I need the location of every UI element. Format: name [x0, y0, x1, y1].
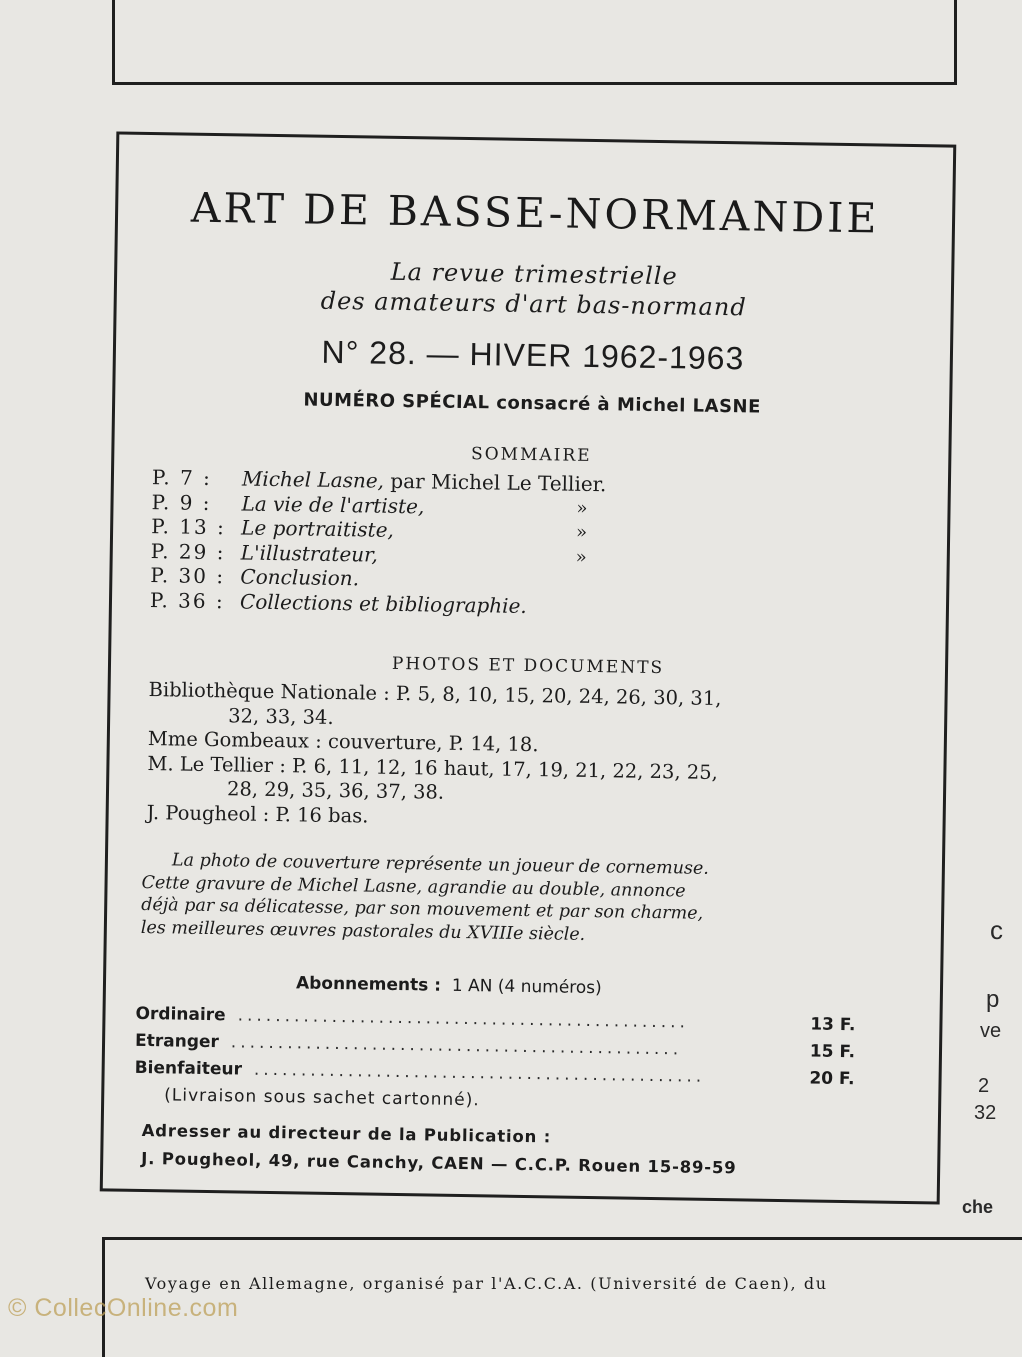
price-label: Bienfaiteur	[134, 1057, 243, 1080]
delivery-note: (Livraison sous sachet cartonné).	[164, 1085, 480, 1111]
special-issue-text: consacré à	[496, 392, 611, 416]
subscription-prices	[134, 1001, 856, 1120]
toc-title: Michel Lasne,	[241, 466, 385, 493]
leader-dots: ................................................	[253, 1059, 706, 1087]
toc-author: par Michel Le Tellier.	[390, 468, 607, 497]
next-notice-text: Voyage en Allemagne, organisé par l'A.C.C.A. (Université de Caen), du	[145, 1274, 828, 1293]
toc-title: L'illustrateur,	[240, 539, 379, 567]
credit-line: Mme Gombeaux : couverture, P. 14, 18.	[147, 727, 539, 757]
toc-title: Le portraitiste,	[240, 515, 395, 542]
leader-dots: ................................................	[237, 1005, 690, 1033]
publisher-address	[141, 1117, 862, 1184]
photo-credits	[146, 678, 888, 837]
ditto-mark: »	[576, 497, 588, 519]
publication-title: ART DE BASSE-NORMANDIE	[190, 183, 880, 243]
credit-line-continued: 28, 29, 35, 36, 37, 38.	[226, 777, 445, 804]
credit-line: Bibliothèque Nationale : P. 5, 8, 10, 15, 20, 24, 26, 30, 31,	[148, 678, 722, 711]
margin-fragment: p	[986, 986, 1000, 1013]
next-notice-box	[102, 1237, 1022, 1357]
margin-fragment: 32	[974, 1102, 997, 1124]
publication-subtitle	[117, 253, 952, 326]
toc-page: P. 9 :	[151, 489, 212, 515]
special-issue-subject: Michel LASNE	[616, 394, 762, 418]
table-of-contents	[150, 465, 852, 623]
price-label: Ordinaire	[135, 1003, 226, 1026]
caption-line: Cette gravure de Michel Lasne, agrandie au double, annonce	[141, 872, 686, 902]
margin-fragment: 2	[978, 1075, 990, 1097]
ditto-mark: »	[575, 521, 588, 543]
margin-fragment: che	[962, 1197, 994, 1217]
special-issue-line	[115, 386, 949, 420]
photo-credits-heading: PHOTOS ET DOCUMENTS	[391, 653, 665, 679]
toc-page: P. 29 :	[150, 538, 226, 564]
previous-notice-box	[112, 0, 957, 85]
watermark: © CollecOnline.com	[8, 1294, 239, 1322]
special-issue-label: NUMÉRO SPÉCIAL	[303, 389, 490, 414]
credit-line-continued: 32, 33, 34.	[228, 703, 334, 729]
cover-caption	[141, 849, 882, 951]
credit-line: J. Pougheol : P. 16 bas.	[146, 800, 369, 828]
subtitle-line-2: des amateurs d'art bas-normand	[320, 286, 747, 322]
toc-title: Conclusion.	[240, 564, 360, 591]
toc-title: Collections et bibliographie.	[239, 588, 527, 618]
toc-page: P. 36 :	[149, 587, 225, 613]
subscriptions-term: 1 AN (4 numéros)	[451, 975, 602, 999]
address-line-2: J. Pougheol, 49, rue Canchy, CAEN — C.C.P. Rouen 15-89-59	[141, 1148, 737, 1178]
contents-heading: SOMMAIRE	[470, 444, 592, 466]
credit-line: M. Le Tellier : P. 6, 11, 12, 16 haut, 17, 19, 21, 22, 23, 25,	[147, 751, 719, 784]
subscriptions-label: Abonnements :	[295, 973, 442, 996]
issue-number: N° 28. — HIVER 1962-1963	[321, 333, 745, 377]
caption-line: les meilleures œuvres pastorales du XVIIIe siècle.	[140, 917, 586, 945]
address-line-1: Adresser au directeur de la Publication :	[141, 1120, 552, 1147]
margin-fragment: ve	[980, 1020, 1002, 1042]
subtitle-line-1: La revue trimestrielle	[390, 257, 678, 291]
price-value: 15 F.	[809, 1041, 856, 1063]
price-value: 20 F.	[809, 1068, 855, 1090]
toc-page: P. 30 :	[150, 563, 226, 589]
toc-title: La vie de l'artiste,	[241, 490, 425, 518]
subscriptions-heading	[296, 973, 602, 998]
publication-notice-box	[100, 131, 957, 1204]
ditto-mark: »	[575, 546, 587, 568]
price-value: 13 F.	[810, 1014, 856, 1036]
caption-line: déjà par sa délicatesse, par son mouvement et par son charme,	[141, 894, 704, 924]
toc-page: P. 7 :	[151, 465, 213, 491]
margin-fragment: c	[990, 915, 1003, 945]
price-label: Etranger	[134, 1030, 220, 1053]
leader-dots: ................................................	[230, 1032, 683, 1060]
caption-line: La photo de couverture représente un joueur de cornemuse.	[171, 850, 710, 879]
toc-page: P. 13 :	[150, 514, 227, 540]
